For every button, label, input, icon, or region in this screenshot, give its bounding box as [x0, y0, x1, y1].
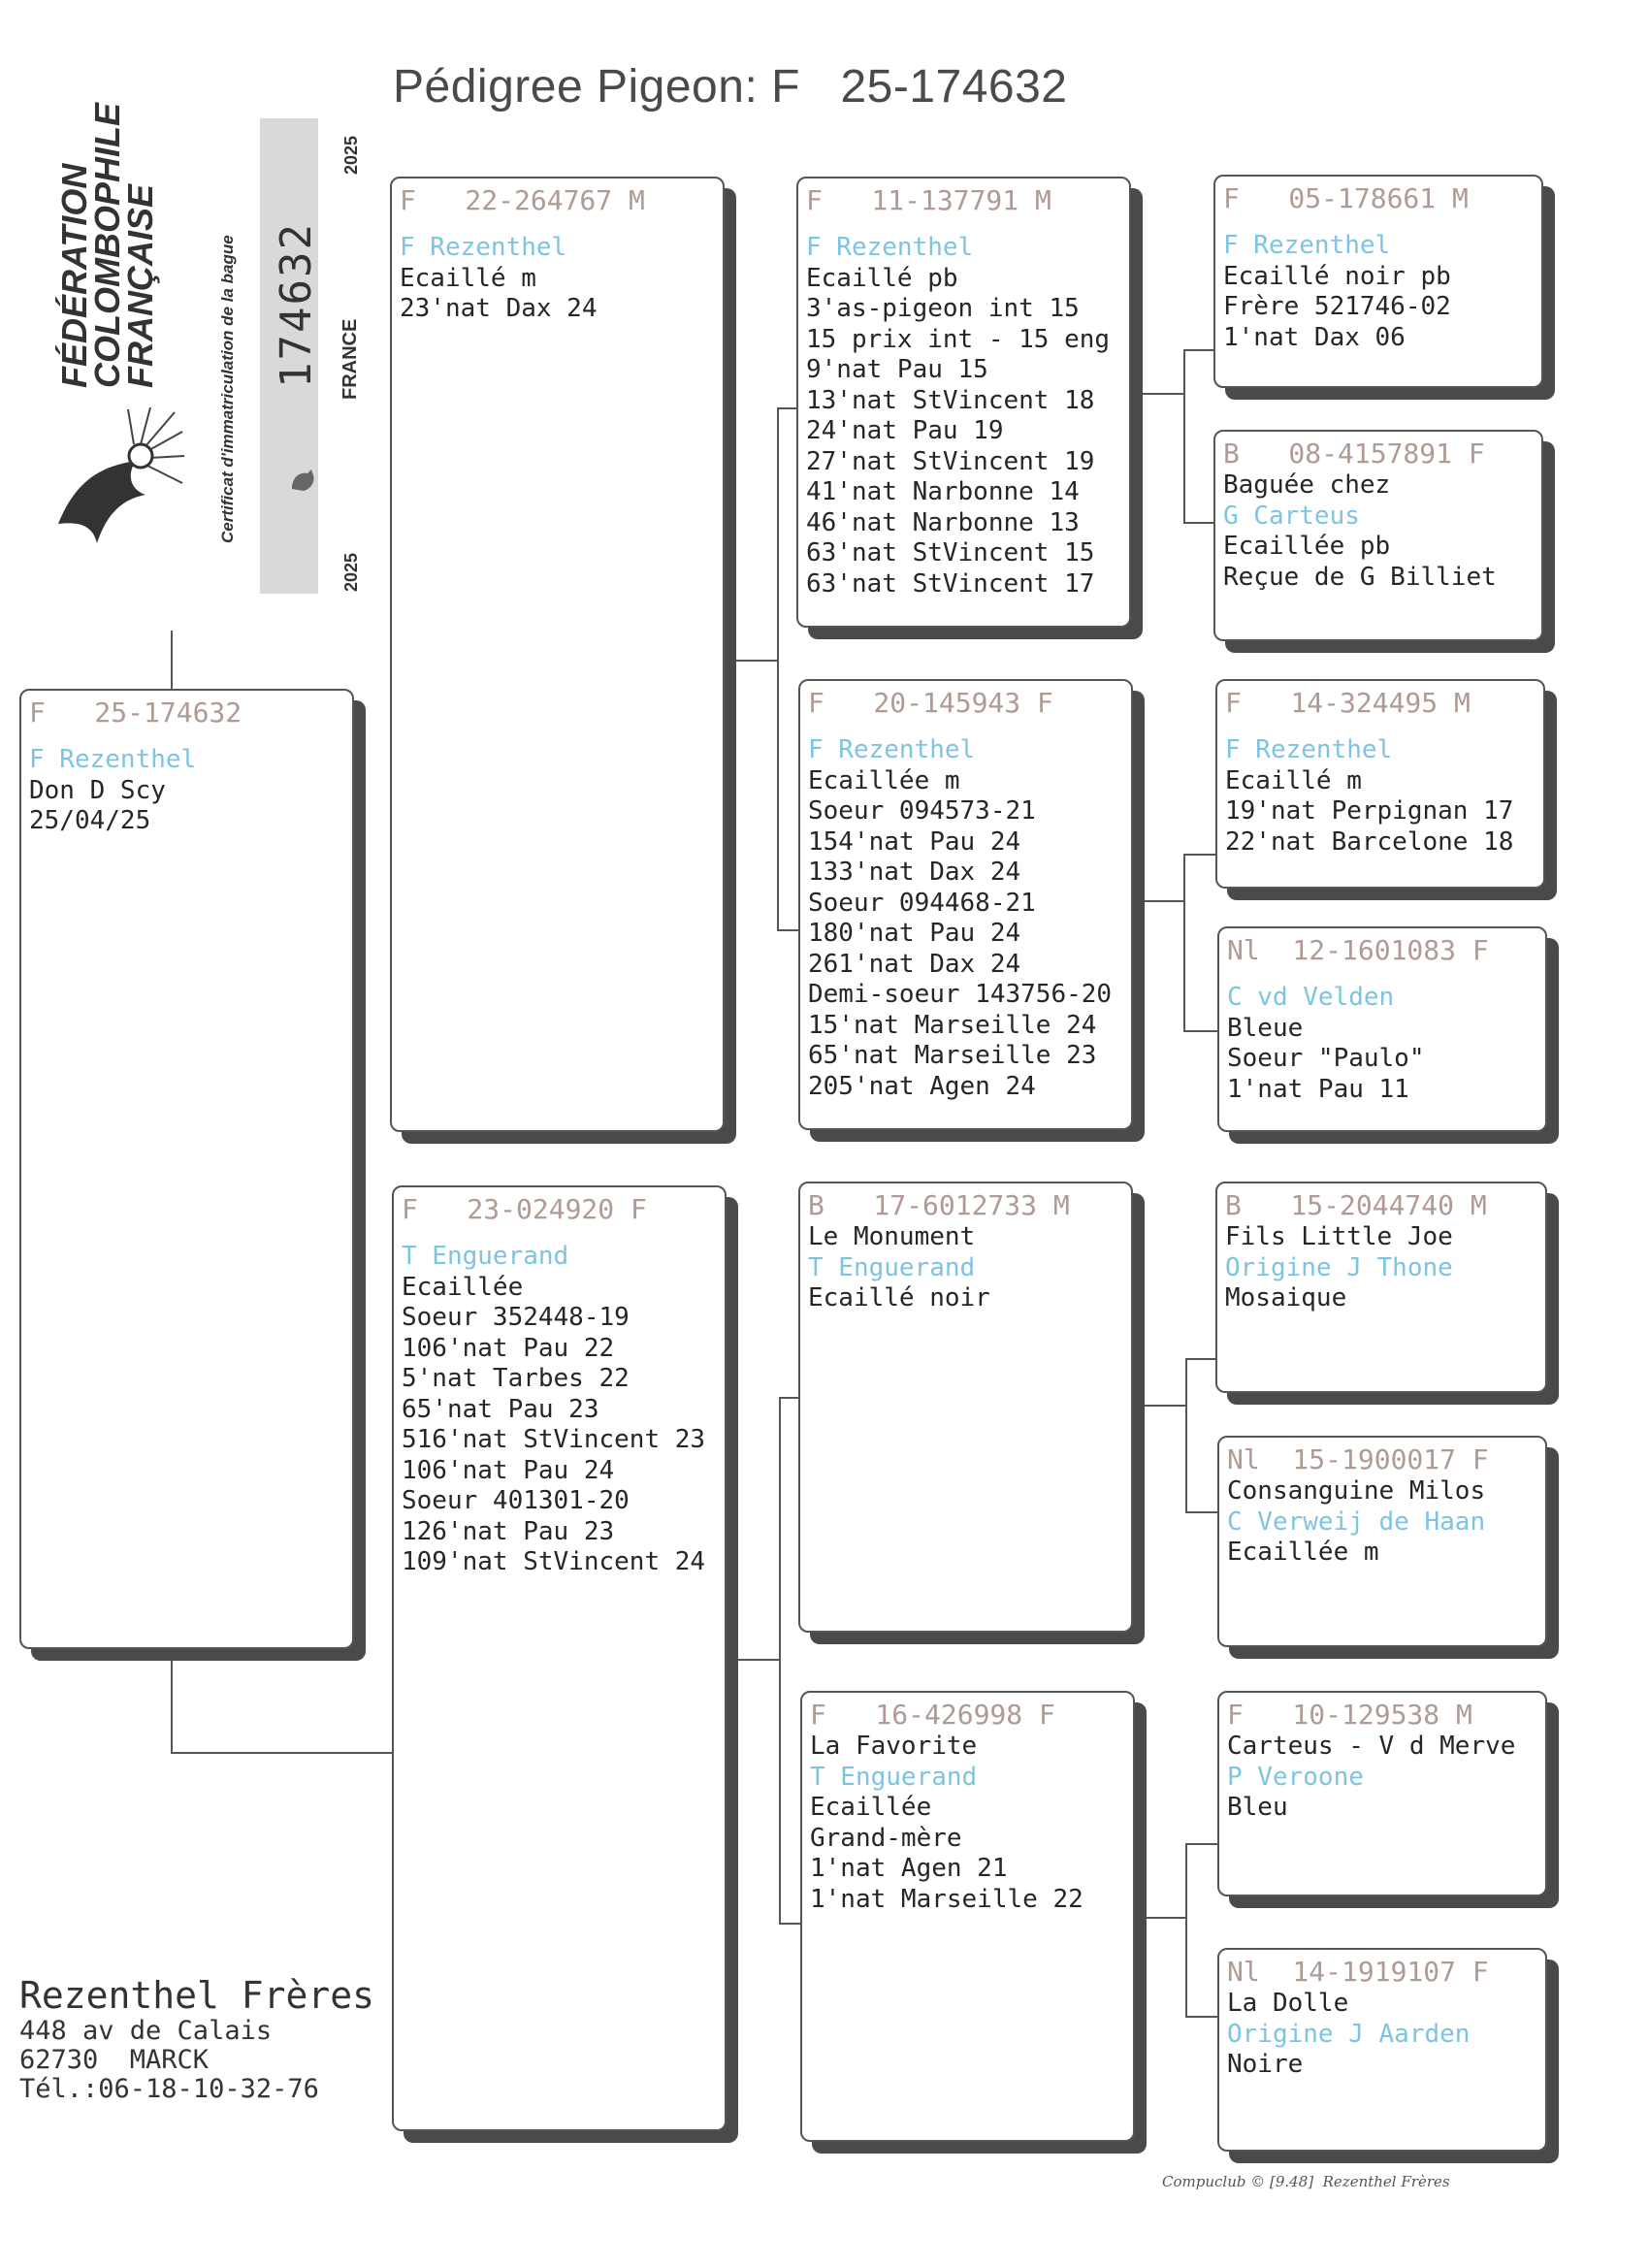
connector-line: [1143, 1405, 1185, 1407]
rooster-icon: [286, 464, 319, 497]
detail-line: 27'nat StVincent 19: [806, 446, 1095, 476]
owner-name: F Rezenthel: [29, 745, 197, 774]
detail-line: 106'nat Pau 24: [402, 1455, 615, 1485]
subject-pigeon-card[interactable]: [19, 689, 354, 1649]
detail-line: 25/04/25: [29, 806, 151, 835]
connector-line: [779, 1397, 800, 1925]
ring-number: B 08-4157891 F: [1223, 437, 1485, 470]
ring-number: B 15-2044740 M: [1225, 1189, 1487, 1221]
detail-line: Ecaillée m: [808, 765, 960, 795]
sire-sire-sire-card[interactable]: [1213, 175, 1543, 388]
detail-line: Ecaillée: [810, 1793, 932, 1822]
detail-line: 109'nat StVincent 24: [402, 1547, 706, 1576]
ring-number: Nl 12-1601083 F: [1227, 934, 1489, 966]
detail-line: 261'nat Dax 24: [808, 949, 1021, 979]
detail-line: Ecaillé m: [1225, 765, 1362, 795]
sire-dam-sire-card[interactable]: [1215, 679, 1545, 889]
breeder-name: Rezenthel Frères: [19, 1974, 375, 2017]
sire-dam-card[interactable]: [798, 679, 1133, 1130]
ring-number: F 10-129538 M: [1227, 1699, 1472, 1731]
detail-line: La Favorite: [810, 1732, 978, 1761]
dam-card[interactable]: [392, 1185, 727, 2131]
detail-line: 41'nat Narbonne 14: [806, 477, 1080, 506]
connector-line: [171, 1639, 392, 1754]
detail-line: Ecaillé noir: [808, 1283, 990, 1312]
detail-line: 63'nat StVincent 15: [806, 538, 1095, 567]
ring-number: F 14-324495 M: [1225, 687, 1471, 719]
owner-name: C vd Velden: [1227, 983, 1395, 1012]
owner-name: F Rezenthel: [1223, 231, 1391, 260]
detail-line: 3'as-pigeon int 15: [806, 294, 1080, 323]
detail-line: 22'nat Barcelone 18: [1225, 826, 1514, 857]
ring-number: F 22-264767 M: [400, 184, 645, 216]
breeder-info: [19, 1974, 374, 2104]
detail-line: 9'nat Pau 15: [806, 355, 988, 384]
detail-line: 106'nat Pau 22: [402, 1333, 615, 1363]
connector-line: [1183, 854, 1218, 1032]
detail-line: Bleue: [1227, 1013, 1304, 1043]
connector-line: [777, 407, 798, 931]
breeder-address: 448 av de Calais: [19, 2016, 273, 2046]
connector-line: [1141, 900, 1183, 902]
ring-year-top: 2025: [341, 135, 361, 175]
owner-name: T Enguerand: [402, 1242, 569, 1271]
detail-line: Soeur "Paulo": [1227, 1044, 1425, 1073]
connector-line: [1143, 1917, 1185, 1919]
detail-line: 180'nat Pau 24: [808, 919, 1021, 948]
owner-name: C Verweij de Haan: [1227, 1507, 1486, 1537]
detail-line: Ecaillée m: [1227, 1538, 1379, 1567]
detail-line: 1'nat Agen 21: [810, 1854, 1008, 1883]
detail-line: Bleu: [1227, 1793, 1288, 1822]
connector-line: [1141, 393, 1183, 395]
detail-line: La Dolle: [1227, 1989, 1349, 2018]
owner-name: Origine J Aarden: [1227, 2019, 1471, 2049]
dam-dam-dam-card[interactable]: [1217, 1948, 1547, 2152]
detail-line: Ecaillé noir pb: [1223, 261, 1451, 291]
detail-line: 133'nat Dax 24: [808, 858, 1021, 887]
sire-sire-card[interactable]: [796, 177, 1131, 628]
owner-name: F Rezenthel: [400, 233, 567, 262]
ring-number: F 25-174632: [29, 697, 242, 729]
federation-line: COLOMBOPHILE: [87, 103, 127, 388]
owner-name: P Veroone: [1227, 1762, 1364, 1792]
ring-number: 174632: [272, 222, 321, 388]
detail-line: Don D Scy: [29, 775, 166, 805]
ring-number: B 17-6012733 M: [808, 1189, 1070, 1221]
detail-line: 205'nat Agen 24: [808, 1071, 1036, 1101]
detail-line: Ecaillé m: [400, 263, 536, 293]
federation-name: [54, 39, 160, 388]
sire-dam-dam-card[interactable]: [1217, 926, 1547, 1132]
owner-name: T Enguerand: [808, 1252, 976, 1282]
dove-logo-icon: [39, 407, 184, 553]
ring-number: Nl 15-1900017 F: [1227, 1443, 1489, 1475]
ring-number: F 20-145943 F: [808, 687, 1053, 719]
detail-line: 516'nat StVincent 23: [402, 1425, 706, 1454]
owner-name: G Carteus: [1223, 501, 1360, 531]
federation-line: FÉDÉRATION: [54, 163, 94, 388]
detail-line: Ecaillée: [402, 1272, 524, 1302]
federation-line: FRANÇAISE: [120, 183, 160, 388]
ring-number: Nl 14-1919107 F: [1227, 1956, 1489, 1988]
ring-number: F 23-024920 F: [402, 1193, 647, 1225]
ring-number: F 05-178661 M: [1223, 182, 1469, 214]
detail-line: 5'nat Tarbes 22: [402, 1364, 630, 1393]
detail-line: 63'nat StVincent 17: [806, 568, 1095, 599]
detail-line: Le Monument: [808, 1222, 976, 1251]
dam-dam-card[interactable]: [800, 1691, 1135, 2142]
detail-line: 1'nat Marseille 22: [810, 1884, 1083, 1914]
owner-name: T Enguerand: [810, 1762, 978, 1792]
detail-line: 1'nat Pau 11: [1227, 1074, 1409, 1104]
owner-name: Origine J Thone: [1225, 1252, 1453, 1282]
detail-line: Soeur 094573-21: [808, 796, 1036, 826]
detail-line: Demi-soeur 143756-20: [808, 980, 1113, 1009]
owner-name: F Rezenthel: [806, 233, 974, 262]
detail-line: Soeur 094468-21: [808, 888, 1036, 918]
detail-line: Ecaillé pb: [806, 263, 958, 293]
detail-line: 46'nat Narbonne 13: [806, 507, 1080, 537]
dam-sire-card[interactable]: [798, 1182, 1133, 1633]
detail-line: Ecaillée pb: [1223, 532, 1391, 561]
owner-name: F Rezenthel: [1225, 735, 1393, 764]
detail-line: Mosaique: [1225, 1283, 1347, 1312]
detail-line: 65'nat Marseille 23: [808, 1041, 1097, 1070]
detail-line: 15'nat Marseille 24: [808, 1010, 1097, 1040]
connector-line: [732, 660, 777, 662]
detail-line: Soeur 352448-19: [402, 1303, 630, 1332]
connector-line: [734, 1659, 779, 1661]
detail-line: Consanguine Milos: [1227, 1476, 1486, 1506]
detail-line: Fils Little Joe: [1225, 1222, 1453, 1251]
detail-line: 65'nat Pau 23: [402, 1394, 599, 1424]
detail-line: Soeur 401301-20: [402, 1486, 630, 1515]
ring-year-bottom: 2025: [341, 552, 361, 592]
page-title: Pédigree Pigeon: F 25-174632: [393, 61, 1068, 113]
owner-name: F Rezenthel: [808, 735, 976, 764]
dam-dam-sire-card[interactable]: [1217, 1691, 1547, 1896]
certificate-caption: Certificat d'immatriculation de la bague: [218, 235, 237, 543]
dam-sire-sire-card[interactable]: [1215, 1182, 1547, 1393]
sire-sire-dam-card[interactable]: [1213, 430, 1543, 641]
breeder-city: 62730 MARCK: [19, 2045, 210, 2075]
detail-line: Grand-mère: [810, 1823, 962, 1853]
detail-line: 15 prix int - 15 eng: [806, 324, 1111, 354]
breeder-phone: Tél.:06-18-10-32-76: [19, 2074, 319, 2104]
dam-sire-dam-card[interactable]: [1217, 1436, 1547, 1647]
detail-line: Baguée chez: [1223, 470, 1391, 500]
detail-line: 1'nat Dax 06: [1223, 322, 1406, 352]
detail-line: Reçue de G Billiet: [1223, 562, 1497, 592]
ring-number: F 11-137791 M: [806, 184, 1051, 216]
connector-line: [1185, 1843, 1220, 2018]
software-footer: Compuclub © [9.48] Rezenthel Frères: [1162, 2173, 1450, 2190]
detail-line: 23'nat Dax 24: [400, 294, 598, 323]
ring-number: F 16-426998 F: [810, 1699, 1055, 1731]
detail-line: Carteus - V d Merve: [1227, 1732, 1516, 1761]
sire-card[interactable]: [390, 177, 725, 1132]
ring-country: FRANCE: [340, 318, 361, 400]
detail-line: 154'nat Pau 24: [808, 826, 1021, 857]
detail-line: 13'nat StVincent 18: [806, 385, 1095, 415]
connector-line: [171, 631, 173, 689]
detail-line: 126'nat Pau 23: [402, 1516, 615, 1546]
detail-line: 19'nat Perpignan 17: [1225, 796, 1514, 826]
detail-line: 24'nat Pau 19: [806, 416, 1004, 445]
detail-line: Frère 521746-02: [1223, 292, 1451, 321]
detail-line: Noire: [1227, 2050, 1304, 2079]
